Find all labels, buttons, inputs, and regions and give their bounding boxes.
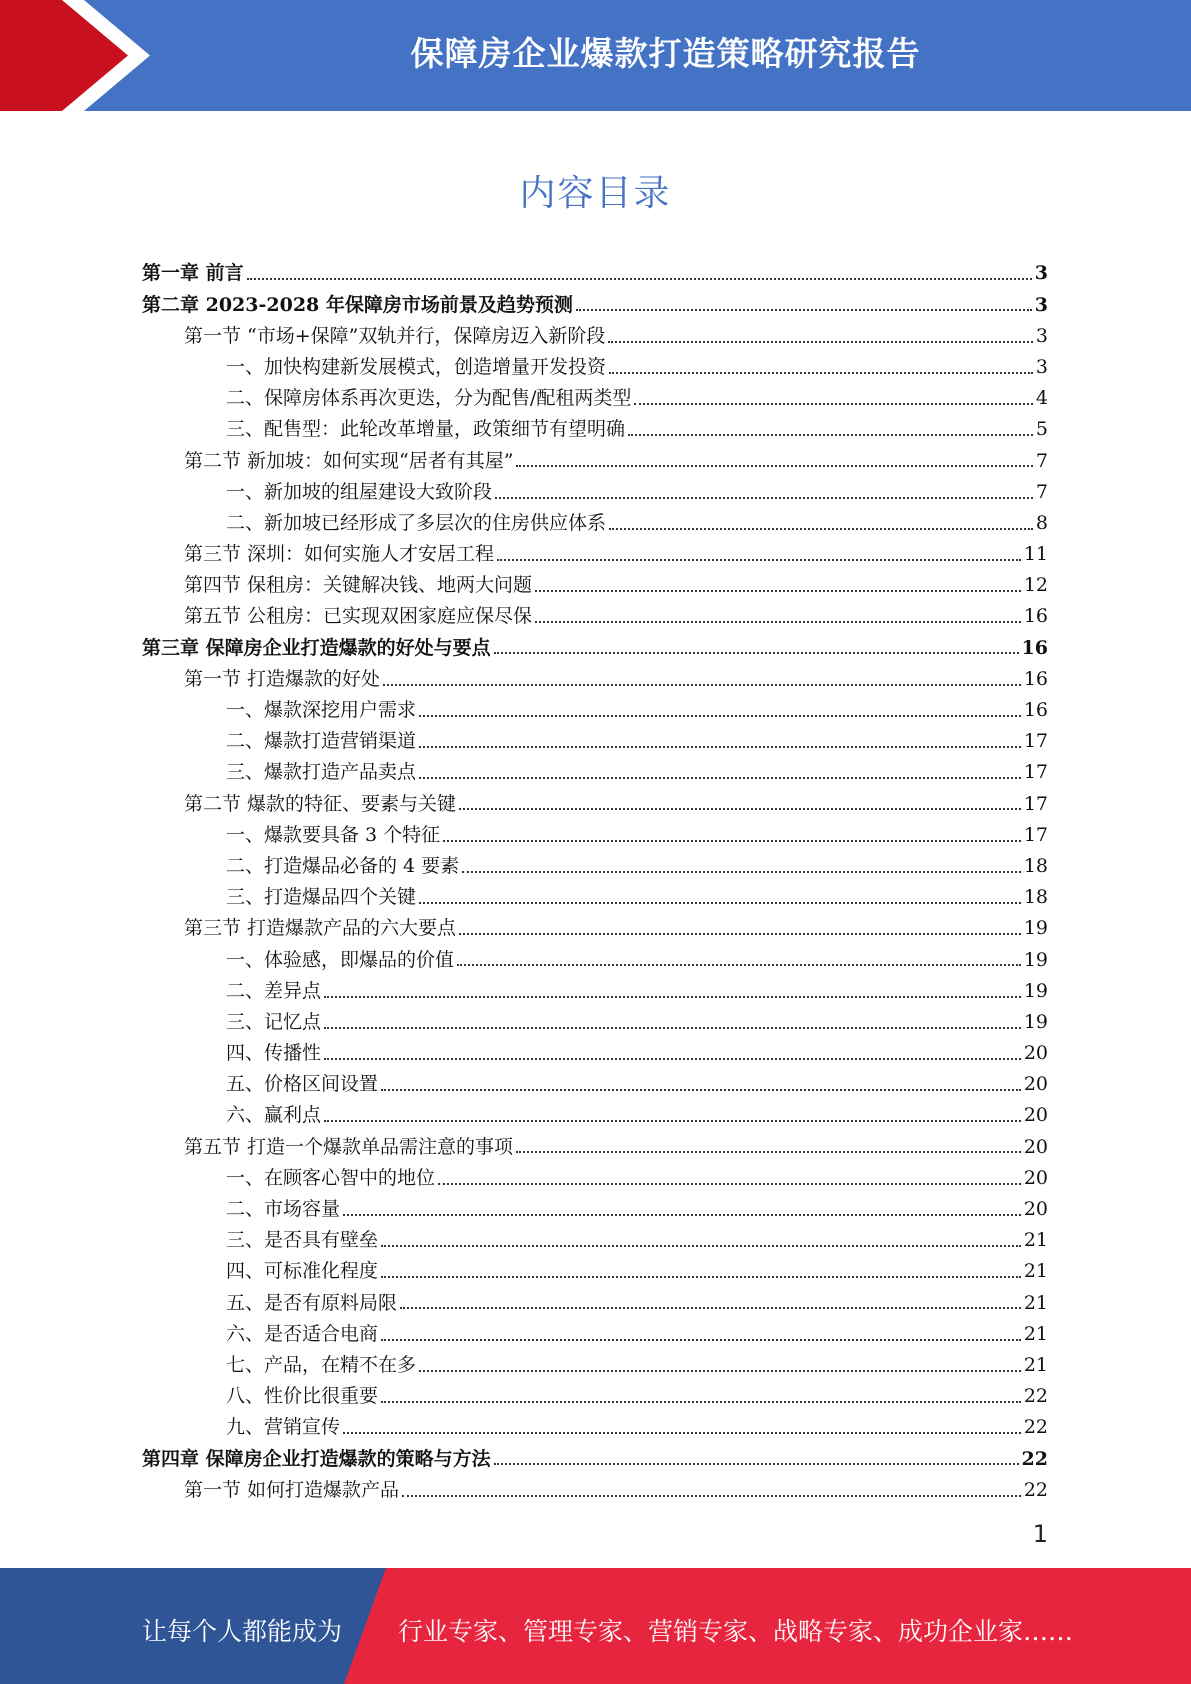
toc-entry-page: 19 [1023,979,1048,1002]
toc-dot-leader [324,996,1021,998]
toc-entry-page: 7 [1035,480,1048,503]
toc-dot-leader [516,1151,1021,1153]
toc-entry-page: 20 [1023,1104,1048,1127]
toc-dot-leader [438,1183,1021,1185]
toc-entry-page: 20 [1023,1198,1048,1221]
toc-entry-label: 三、爆款打造产品卖点 [226,761,417,784]
toc-entry-page: 21 [1023,1291,1048,1314]
toc-entry[interactable] [142,1221,1048,1252]
toc-entry-page: 21 [1023,1322,1048,1345]
toc-entry-page: 20 [1023,1042,1048,1065]
toc-dot-leader [576,309,1032,311]
toc-entry[interactable] [142,597,1048,628]
toc-entry-label: 第二节 爆款的特征、要素与关键 [184,792,457,815]
toc-entry-label: 八、性价比很重要 [226,1385,379,1408]
page-header [0,0,1191,111]
toc-entry[interactable] [142,1283,1048,1314]
toc-entry-label: 二、差异点 [226,979,322,1002]
toc-entry-label: 第五节 公租房：已实现双困家庭应保尽保 [184,605,533,628]
toc-entry[interactable] [142,1408,1048,1439]
toc-entry-page: 7 [1035,449,1048,472]
toc-entry-label: 一、爆款深挖用户需求 [226,699,417,722]
toc-entry[interactable] [142,472,1048,503]
toc-entry-page: 17 [1023,792,1048,815]
toc-dot-leader [609,528,1033,530]
toc-entry[interactable] [142,1470,1048,1501]
toc-dot-leader [419,1370,1021,1372]
toc-entry-label: 七、产品，在精不在多 [226,1353,417,1376]
toc-entry[interactable] [142,1158,1048,1189]
toc-entry[interactable] [142,348,1048,379]
toc-dot-leader [324,1027,1021,1029]
toc-dot-leader [609,372,1033,374]
toc-dot-leader [324,1058,1021,1060]
toc-entry[interactable] [142,1314,1048,1345]
toc-dot-leader [419,746,1021,748]
toc-dot-leader [343,1214,1021,1216]
toc-entry-page: 18 [1023,886,1048,909]
toc-dot-leader [497,559,1021,561]
toc-dot-leader [247,278,1032,280]
toc-entry-page: 21 [1023,1229,1048,1252]
toc-entry-label: 三、打造爆品四个关键 [226,886,417,909]
toc-entry-label: 一、体验感，即爆品的价值 [226,948,455,971]
toc-entry[interactable] [142,1439,1048,1470]
toc-entry[interactable] [142,847,1048,878]
toc-entry[interactable] [142,379,1048,410]
footer-slogan-left: 让每个人都能成为 [142,1617,343,1646]
toc-entry-page: 17 [1023,730,1048,753]
toc-entry[interactable] [142,1034,1048,1065]
toc-entry-page: 20 [1023,1135,1048,1158]
toc-entry[interactable] [142,1003,1048,1034]
toc-dot-leader [459,808,1021,810]
toc-entry-label: 五、价格区间设置 [226,1073,379,1096]
toc-dot-leader [628,434,1033,436]
toc-entry-page: 3 [1035,324,1048,347]
toc-entry-label: 第二章 2023-2028 年保障房市场前景及趋势预测 [142,293,573,316]
toc-entry-label: 第三节 深圳：如何实施人才安居工程 [184,543,495,566]
toc-entry-label: 第四节 保租房：关键解决钱、地两大问题 [184,574,533,597]
toc-entry-page: 3 [1034,262,1048,285]
toc-entry-page: 8 [1035,511,1048,534]
toc-heading: 内容目录 [519,173,672,214]
toc-entry-page: 21 [1023,1353,1048,1376]
toc-dot-leader [381,1245,1021,1247]
toc-entry[interactable] [142,691,1048,722]
toc-dot-leader [381,1276,1021,1278]
toc-entry-label: 第四章 保障房企业打造爆款的策略与方法 [142,1447,491,1470]
toc-entry[interactable] [142,940,1048,971]
toc-entry-page: 4 [1035,387,1048,410]
toc-entry[interactable] [142,784,1048,815]
toc-dot-leader [419,777,1021,779]
toc-dot-leader [381,1401,1021,1403]
page-footer [0,1568,1191,1684]
toc-entry[interactable] [142,971,1048,1002]
toc-entry-page: 19 [1023,1010,1048,1033]
toc-entry[interactable] [142,535,1048,566]
toc-entry[interactable] [142,285,1048,316]
toc-dot-leader [535,590,1021,592]
toc-entry-page: 5 [1035,418,1048,441]
toc-entry[interactable] [142,254,1048,285]
toc-dot-leader [634,403,1033,405]
toc-dot-leader [381,1339,1021,1341]
toc-entry-label: 五、是否有原料局限 [226,1291,398,1314]
toc-entry[interactable] [142,1065,1048,1096]
toc-entry-label: 一、在顾客心智中的地位 [226,1166,436,1189]
toc-entry[interactable] [142,504,1048,535]
toc-entry-page: 22 [1023,1416,1048,1439]
toc-entry-page: 22 [1021,1447,1048,1470]
toc-entry-page: 22 [1023,1478,1048,1501]
toc-entry[interactable] [142,316,1048,347]
toc-entry-label: 四、传播性 [226,1042,322,1065]
toc-entry-page: 16 [1023,699,1048,722]
toc-entry-page: 17 [1023,761,1048,784]
toc-entry[interactable] [142,878,1048,909]
toc-entry-label: 六、是否适合电商 [226,1322,379,1345]
toc-dot-leader [402,1495,1021,1497]
toc-entry-label: 二、新加坡已经形成了多层次的住房供应体系 [226,511,607,534]
toc-entry[interactable] [142,1096,1048,1127]
toc-entry[interactable] [142,1377,1048,1408]
toc-entry[interactable] [142,1252,1048,1283]
toc-entry-page: 17 [1023,823,1048,846]
toc-entry-label: 二、打造爆品必备的 4 要素 [226,854,460,877]
report-title: 保障房企业爆款打造策略研究报告 [410,34,921,73]
toc-dot-leader [457,964,1021,966]
toc-entry-label: 一、新加坡的组屋建设大致阶段 [226,480,493,503]
toc-entry-label: 第三节 打造爆款产品的六大要点 [184,917,457,940]
toc-entry-label: 第二节 新加坡：如何实现“居者有其屋” [184,449,514,472]
toc-dot-leader [494,1463,1019,1465]
toc-entry-label: 二、市场容量 [226,1198,341,1221]
chevron-arrow-icon [0,0,160,111]
toc-entry[interactable] [142,909,1048,940]
toc-entry-page: 22 [1023,1385,1048,1408]
toc-entry-label: 一、加快构建新发展模式，创造增量开发投资 [226,355,607,378]
toc-entry-page: 16 [1023,667,1048,690]
toc-entry-label: 九、营销宣传 [226,1416,341,1439]
toc-entry-label: 二、爆款打造营销渠道 [226,730,417,753]
toc-dot-leader [324,1120,1021,1122]
toc-dot-leader [443,840,1021,842]
toc-dot-leader [516,465,1032,467]
toc-entry-page: 16 [1021,636,1048,659]
toc-entry-page: 16 [1023,605,1048,628]
toc-entry[interactable] [142,659,1048,690]
toc-entry[interactable] [142,815,1048,846]
toc-dot-leader [381,1089,1021,1091]
toc-entry[interactable] [142,410,1048,441]
toc-entry-label: 二、保障房体系再次更迭，分为配售/配租两类型 [226,387,632,410]
toc-dot-leader [535,621,1021,623]
toc-dot-leader [419,902,1021,904]
toc-entry-page: 20 [1023,1073,1048,1096]
toc-entry-page: 20 [1023,1166,1048,1189]
toc-entry-label: 六、赢利点 [226,1104,322,1127]
toc-entry-page: 21 [1023,1260,1048,1283]
footer-slogan-right: 行业专家、管理专家、营销专家、战略专家、成功企业家…… [398,1617,1074,1646]
toc-dot-leader [495,497,1033,499]
page-number: 1 [1032,1520,1048,1548]
toc-entry-label: 第一节 “市场+保障”双轨并行，保障房迈入新阶段 [184,324,606,347]
toc-entry-label: 三、记忆点 [226,1010,322,1033]
toc-entry-page: 3 [1034,293,1048,316]
toc-entry-label: 第一章 前言 [142,262,244,285]
toc-entry[interactable] [142,1127,1048,1158]
toc-entry-page: 11 [1023,543,1048,566]
toc-entry-label: 第三章 保障房企业打造爆款的好处与要点 [142,636,491,659]
toc-dot-leader [383,684,1021,686]
toc-entry-page: 12 [1023,574,1048,597]
toc-dot-leader [400,1307,1021,1309]
toc-entry-label: 第一节 如何打造爆款产品 [184,1478,400,1501]
toc-entry[interactable] [142,753,1048,784]
toc-entry-label: 第五节 打造一个爆款单品需注意的事项 [184,1135,514,1158]
toc-entry[interactable] [142,628,1048,659]
toc-entry-page: 3 [1035,355,1048,378]
toc-entry[interactable] [142,566,1048,597]
toc-dot-leader [459,933,1021,935]
toc-entry-page: 19 [1023,917,1048,940]
toc-entry-label: 第一节 打造爆款的好处 [184,667,381,690]
toc-dot-leader [419,715,1021,717]
toc-dot-leader [494,652,1019,654]
table-of-contents [142,254,1048,1502]
toc-dot-leader [462,871,1021,873]
toc-entry[interactable] [142,1190,1048,1221]
toc-entry[interactable] [142,441,1048,472]
toc-entry-label: 一、爆款要具备 3 个特征 [226,823,441,846]
toc-entry[interactable] [142,1346,1048,1377]
toc-entry[interactable] [142,722,1048,753]
toc-entry-page: 18 [1023,854,1048,877]
toc-entry-label: 三、配售型：此轮改革增量，政策细节有望明确 [226,418,626,441]
toc-dot-leader [608,341,1033,343]
toc-dot-leader [343,1432,1021,1434]
toc-entry-label: 四、可标准化程度 [226,1260,379,1283]
toc-entry-page: 19 [1023,948,1048,971]
toc-entry-label: 三、是否具有壁垒 [226,1229,379,1252]
